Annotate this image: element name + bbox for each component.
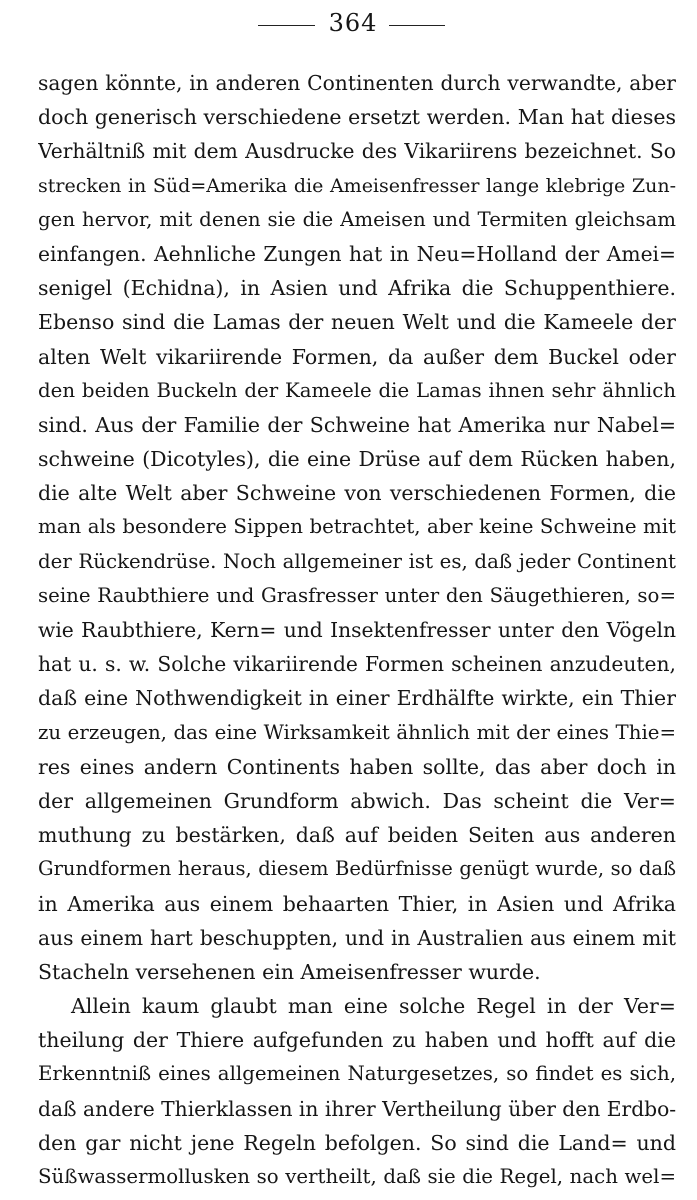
text-line: Verhältniß mit dem Ausdrucke des Vikariirens bezeichnet. So — [38, 139, 676, 164]
text-line: senigel (Echidna), in Asien und Afrika die Schuppenthiere. — [38, 276, 676, 301]
text-line: Ebenso sind die Lamas der neuen Welt und die Kameele der — [38, 310, 676, 335]
text-line: alten Welt vikariirende Formen, da außer dem Buckel oder — [38, 344, 676, 369]
text-line: den gar nicht jene Regeln befolgen. So sind die Land= und — [38, 1130, 676, 1155]
page-number: 364 — [328, 9, 378, 37]
text-line: seine Raubthiere und Grasfresser unter den Säugethieren, so= — [38, 583, 676, 607]
text-line: res eines andern Continents haben sollte, das aber doch in — [38, 754, 676, 779]
text-line: aus einem hart beschuppten, und in Australien aus einem mit — [38, 925, 676, 950]
body-text — [38, 66, 676, 1194]
text-line: daß eine Nothwendigkeit in einer Erdhälfte wirkte, ein Thier — [38, 686, 676, 711]
text-line: hat u. s. w. Solche vikariirende Formen scheinen anzudeuten, — [38, 652, 676, 677]
text-line: schweine (Dicotyles), die eine Drüse auf dem Rücken haben, — [38, 447, 676, 472]
text-line: einfangen. Aehnliche Zungen hat in Neu=Holland der Amei= — [38, 241, 676, 266]
text-line: zu erzeugen, das eine Wirksamkeit ähnlich mit der eines Thie= — [38, 720, 676, 744]
text-line: sagen könnte, in anderen Continenten durch verwandte, aber — [38, 71, 676, 95]
text-line: Stacheln versehenen ein Ameisenfresser wurde. — [38, 959, 541, 984]
text-line: in Amerika aus einem behaarten Thier, in Asien und Afrika — [38, 891, 676, 916]
text-line: die alte Welt aber Schweine von verschiedenen Formen, die — [38, 481, 676, 506]
header-rule-right — [389, 25, 445, 26]
text-line: sind. Aus der Familie der Schweine hat Amerika nur Nabel= — [38, 412, 676, 437]
text-line: man als besondere Sippen betrachtet, aber keine Schweine mit — [38, 515, 676, 539]
text-line: Erkenntniß eines allgemeinen Naturgesetzes, so findet es sich, — [38, 1062, 676, 1086]
text-line: theilung der Thiere aufgefunden zu haben und hofft auf die — [38, 1028, 676, 1053]
text-line: doch generisch verschiedene ersetzt werden. Man hat dieses — [38, 105, 676, 130]
page-header — [0, 6, 697, 38]
text-line: der Rückendrüse. Noch allgemeiner ist es, daß jeder Continent — [38, 549, 676, 573]
text-line: gen hervor, mit denen sie die Ameisen und Termiten gleichsam — [38, 207, 676, 231]
text-line: muthung zu bestärken, daß auf beiden Seiten aus anderen — [38, 823, 676, 848]
text-line: daß andere Thierklassen in ihrer Vertheilung über den Erdbo- — [38, 1096, 676, 1121]
text-line: den beiden Buckeln der Kameele die Lamas ihnen sehr ähnlich — [38, 378, 676, 402]
header-rule-left — [258, 25, 315, 26]
text-line: Süßwassermollusken so vertheilt, daß sie die Regel, nach wel= — [38, 1165, 676, 1188]
text-line: wie Raubthiere, Kern= und Insektenfresser unter den Vögeln — [38, 618, 676, 642]
text-line: Grundformen heraus, diesem Bedürfnisse genügt wurde, so daß — [38, 857, 676, 881]
text-line: Allein kaum glaubt man eine solche Regel in der Ver= — [71, 994, 676, 1019]
text-line: strecken in Süd=Amerika die Ameisenfresser lange klebrige Zun- — [38, 174, 676, 197]
text-line: der allgemeinen Grundform abwich. Das scheint die Ver= — [38, 788, 676, 813]
